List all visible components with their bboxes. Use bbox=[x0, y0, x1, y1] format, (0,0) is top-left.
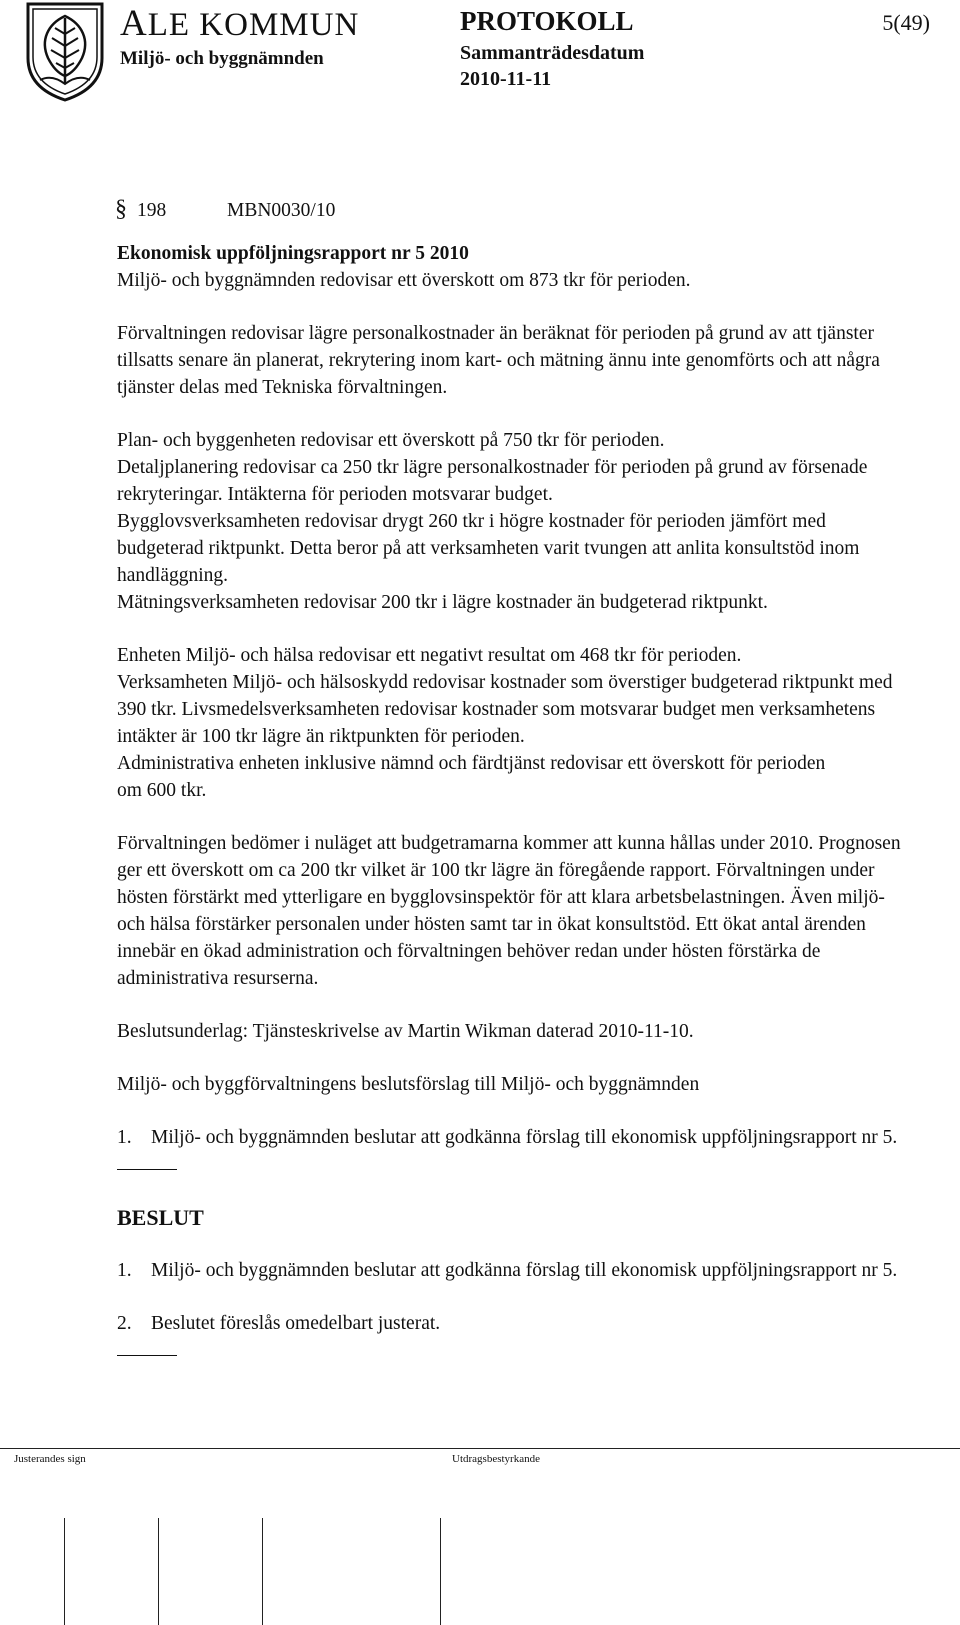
signature-label: Justerandes sign bbox=[14, 1453, 86, 1465]
case-summary: Miljö- och byggnämnden redovisar ett överskott om 873 tkr för perioden. bbox=[117, 270, 691, 291]
municipality-name: ALE KOMMUN bbox=[120, 3, 360, 44]
paragraph-symbol: § bbox=[115, 196, 127, 222]
signature-box-divider bbox=[262, 1518, 263, 1625]
proposal-intro: Miljö- och byggförvaltningens beslutsförslag till Miljö- och byggnämnden bbox=[117, 1074, 700, 1095]
paragraph: Mätningsverksamheten redovisar 200 tkr i lägre kostnader än budgeterad riktpunkt. bbox=[117, 592, 768, 613]
page-number: 5(49) bbox=[882, 10, 930, 35]
organization-header bbox=[120, 5, 359, 70]
meeting-date-label: Sammanträdesdatum bbox=[460, 42, 645, 64]
signature-box-divider bbox=[440, 1518, 441, 1625]
decision-basis: Beslutsunderlag: Tjänsteskrivelse av Martin Wikman daterad 2010-11-10. bbox=[117, 1021, 694, 1042]
extract-certification-label: Utdragsbestyrkande bbox=[452, 1453, 540, 1465]
ale-kommun-coat-of-arms-icon bbox=[22, 0, 108, 102]
paragraph: Plan- och byggenheten redovisar ett överskott på 750 tkr för perioden. bbox=[117, 430, 665, 451]
paragraph: Förvaltningen redovisar lägre personalkostnader än beräknat för perioden på grund av att tjänster tillsatts senare än planerat, rekrytering inom kart- och mätning ännu inte genomförts och att några tjänster delas med Tekniska förvaltningen. bbox=[117, 323, 880, 398]
decision-heading: BESLUT bbox=[117, 1205, 204, 1230]
list-item: 1. Miljö- och byggnämnden beslutar att godkänna förslag till ekonomisk uppföljningsrapport nr 5. bbox=[117, 1260, 898, 1281]
list-item: 1. Miljö- och byggnämnden beslutar att godkänna förslag till ekonomisk uppföljningsrapport nr 5. bbox=[117, 1127, 898, 1148]
paragraph: Verksamheten Miljö- och hälsoskydd redovisar kostnader som överstiger budgeterad riktpunkt med 390 tkr. Livsmedelsverksamheten redovisar kostnader som motsvarar budget men verksamhetens intäkter är 100 tkr lägre än riktpunkten för perioden. bbox=[117, 672, 893, 747]
signature-box-divider bbox=[158, 1518, 159, 1625]
paragraph: Administrativa enheten inklusive nämnd och färdtjänst redovisar ett överskott för perioden bbox=[117, 753, 826, 774]
case-reference: MBN0030/10 bbox=[227, 200, 336, 221]
case-title: Ekonomisk uppföljningsrapport nr 5 2010 bbox=[117, 243, 469, 264]
divider bbox=[117, 1355, 177, 1356]
paragraph-number-row bbox=[115, 196, 917, 224]
committee-name: Miljö- och byggnämnden bbox=[120, 48, 324, 69]
signature-box-divider bbox=[64, 1518, 65, 1625]
paragraph: Bygglovsverksamheten redovisar drygt 260 tkr i högre kostnader för perioden jämfört med budgeterad riktpunkt. Detta beror på att verksamheten varit tvungen att anlita konsultstöd inom handläggning. bbox=[117, 511, 860, 586]
paragraph: Detaljplanering redovisar ca 250 tkr lägre personalkostnader för perioden på grund av försenade rekryteringar. Intäkterna för perioden motsvarar budget. bbox=[117, 457, 868, 505]
divider bbox=[117, 1169, 177, 1170]
protocol-body bbox=[117, 196, 917, 1356]
footer-divider bbox=[0, 1448, 960, 1449]
meeting-date: 2010-11-11 bbox=[460, 68, 552, 90]
document-type: PROTOKOLL bbox=[460, 6, 634, 36]
paragraph: om 600 tkr. bbox=[117, 780, 207, 801]
paragraph-number: 198 bbox=[137, 200, 167, 221]
paragraph: Förvaltningen bedömer i nuläget att budgetramarna kommer att kunna hållas under 2010. Prognosen ger ett överskott om ca 200 tkr vilket är 100 tkr lägre än föregående rapport. Förvaltningen under hösten förstärkt med ytterligare en bygglovsinspektör för att klara arbetsbelastningen. Även miljö- och hälsa förstärker personalen under hösten samt tar in ökat konsultstöd. Ett ökat antal ärenden innebär en ökad administration och förvaltningen behöver redan under hösten förstärka de administrativa resurserna. bbox=[117, 833, 901, 989]
list-item: 2. Beslutet föreslås omedelbart justerat. bbox=[117, 1313, 441, 1334]
paragraph: Enheten Miljö- och hälsa redovisar ett negativt resultat om 468 tkr för perioden. bbox=[117, 645, 742, 666]
